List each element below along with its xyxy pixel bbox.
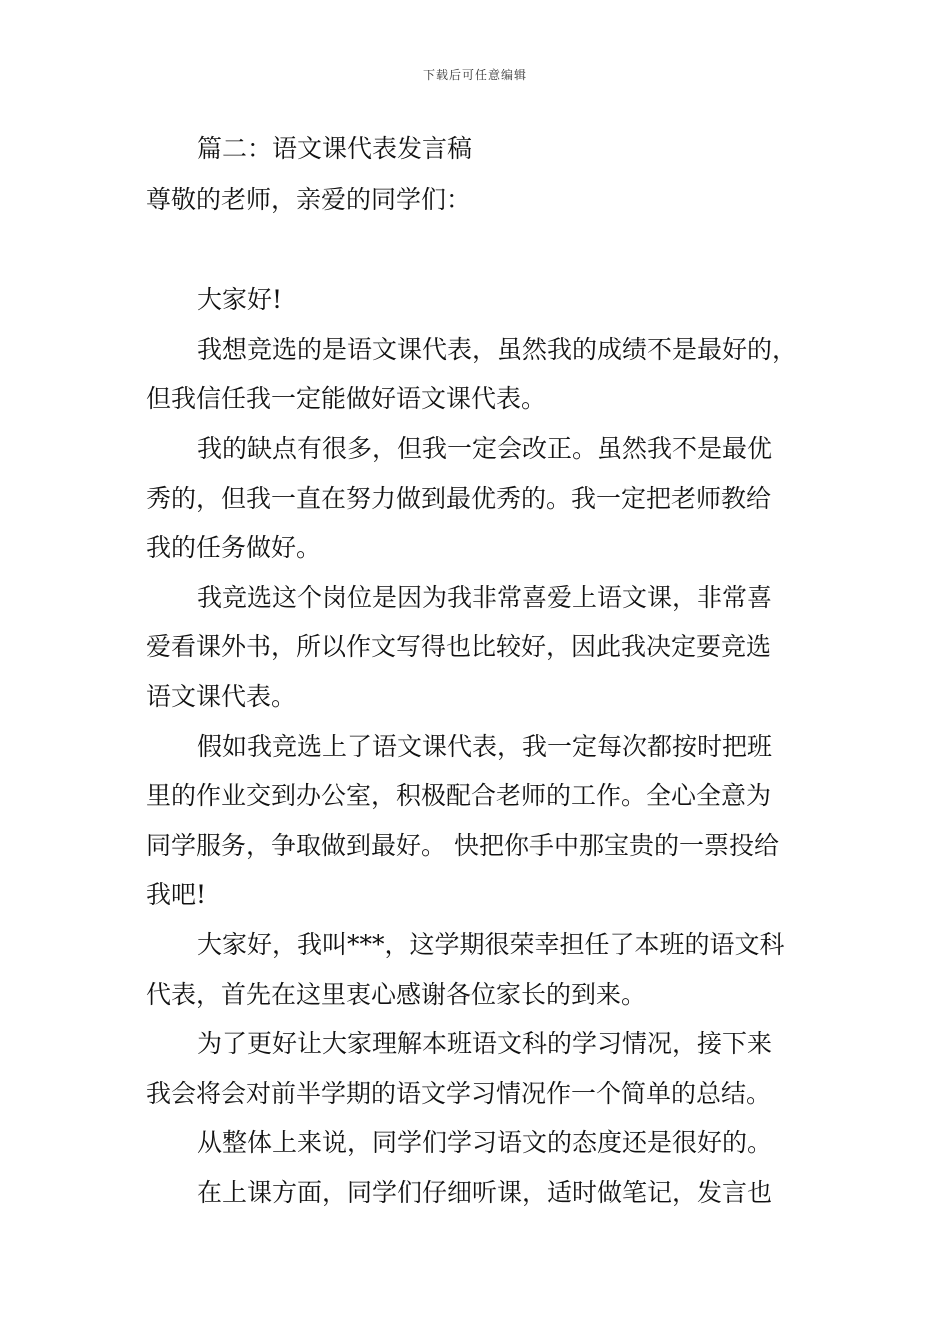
paragraph-line: 在上课方面，同学们仔细听课，适时做笔记，发言也: [197, 1178, 773, 1207]
paragraph-line: 我竞选这个岗位是因为我非常喜爱上语文课，非常喜: [197, 583, 773, 612]
paragraph-line: 代表，首先在这里衷心感谢各位家长的到来。: [146, 980, 647, 1009]
paragraph-line: 同学服务，争取做到最好。 快把你手中那宝贵的一票投给: [146, 831, 779, 860]
header-note: 下载后可任意编辑: [422, 68, 527, 82]
document-title: 篇二：语文课代表发言稿: [197, 134, 473, 163]
paragraph-line: 我吧!: [146, 880, 207, 909]
paragraph-line: 爱看课外书，所以作文写得也比较好，因此我决定要竞选: [146, 632, 772, 661]
paragraph-line: 我的缺点有很多，但我一定会改正。虽然我不是最优: [197, 434, 773, 463]
paragraph-line: 秀的，但我一直在努力做到最优秀的。我一定把老师教给: [146, 484, 772, 513]
salutation: 尊敬的老师，亲爱的同学们：: [146, 185, 472, 214]
paragraph-line: 从整体上来说，同学们学习语文的态度还是很好的。: [197, 1128, 773, 1157]
paragraph-line: 里的作业交到办公室，积极配合老师的工作。全心全意为: [146, 781, 772, 810]
paragraph-line: 语文课代表。: [146, 682, 297, 711]
paragraph-line: 我想竞选的是语文课代表，虽然我的成绩不是最好的，: [197, 335, 798, 364]
paragraph-line: 我会将会对前半学期的语文学习情况作一个简单的总结。: [146, 1079, 772, 1108]
paragraph-line: 大家好，我叫***，这学期很荣幸担任了本班的语文科: [197, 930, 785, 959]
paragraph-line: 但我信任我一定能做好语文课代表。: [146, 384, 547, 413]
paragraph-line: 为了更好让大家理解本班语文科的学习情况，接下来: [197, 1029, 773, 1058]
paragraph-line: 我的任务做好。: [146, 533, 322, 562]
paragraph-line: 大家好!: [197, 285, 283, 314]
paragraph-line: 假如我竞选上了语文课代表，我一定每次都按时把班: [197, 732, 773, 761]
